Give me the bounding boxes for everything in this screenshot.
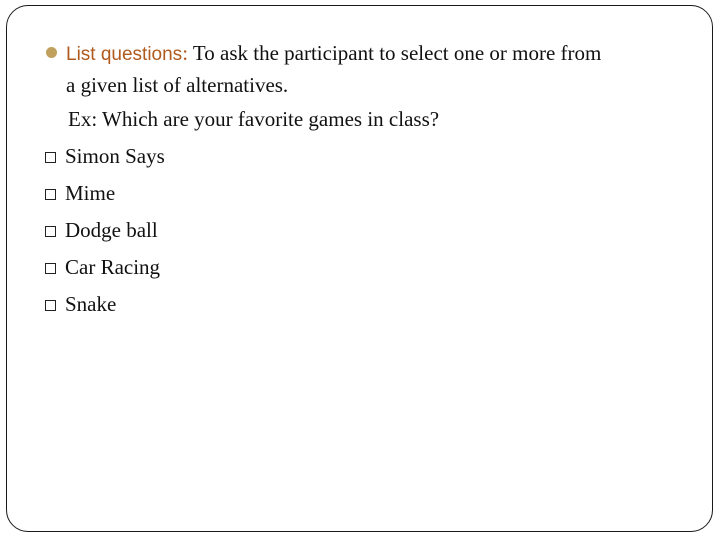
checkbox-icon [45,300,56,311]
checkbox-icon [45,189,56,200]
options-list [45,138,688,323]
term-colon: : [182,41,189,65]
checkbox-icon [45,152,56,163]
option-item [45,212,688,249]
option-label: Snake [65,292,117,316]
option-item [45,249,688,286]
option-label: Car Racing [65,255,161,279]
definition-line-1: To ask the participant to select one or more from [188,41,602,65]
definition-line-2: a given list of alternatives. [66,73,289,97]
bullet-item [48,38,688,70]
term-label: List questions [66,44,183,65]
example-question: Ex: Which are your favorite games in class? [68,107,440,131]
option-item [45,138,688,175]
option-label: Mime [65,181,116,205]
option-label: Dodge ball [65,218,158,242]
bullet-dot-icon [46,47,57,58]
slide-content [48,38,688,323]
checkbox-icon [45,226,56,237]
option-label: Simon Says [65,144,165,168]
option-item [45,175,688,212]
checkbox-icon [45,263,56,274]
option-item [45,286,688,323]
